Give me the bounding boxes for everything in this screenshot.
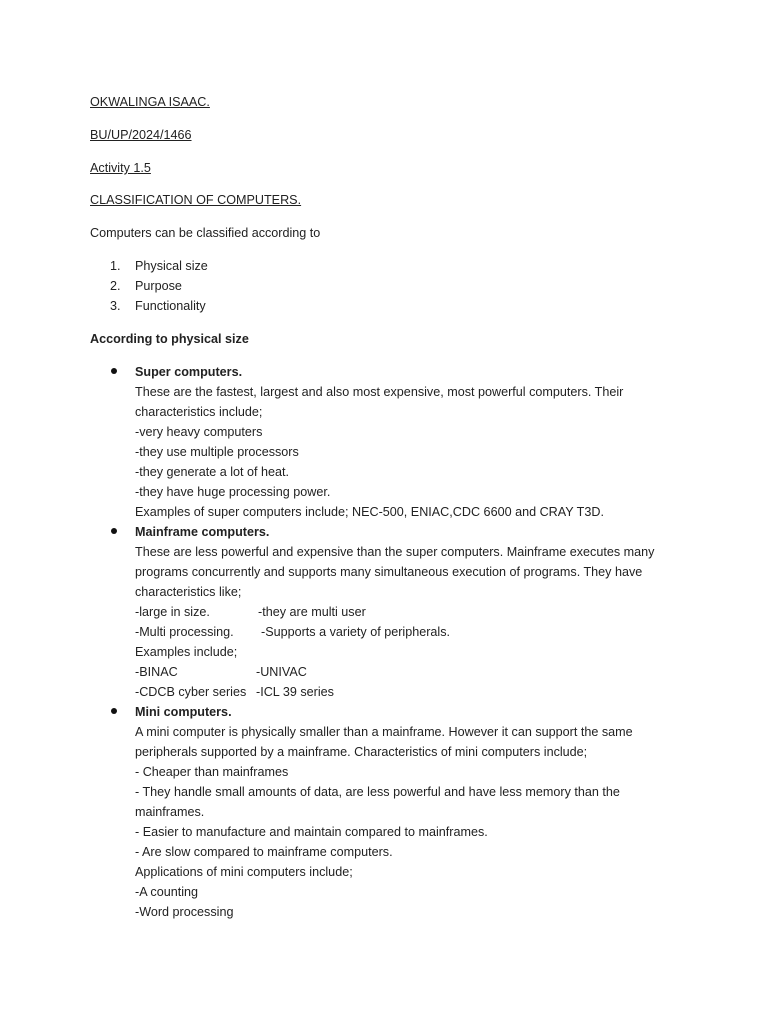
author-name: OKWALINGA ISAAC.: [90, 95, 210, 109]
paragraph-line: characteristics include;: [135, 405, 263, 419]
paragraph-line: - They handle small amounts of data, are less powerful and have less memory than the: [135, 785, 620, 799]
intro-text: Computers can be classified according to: [90, 226, 321, 240]
paragraph-line: mainframes.: [135, 805, 205, 819]
bullet-icon: [111, 528, 117, 534]
paragraph-line: - Easier to manufacture and maintain compared to mainframes.: [135, 825, 488, 839]
mainframe-computers-title: Mainframe computers.: [135, 525, 270, 539]
list-item: Physical size: [135, 259, 208, 273]
example-right: -UNIVAC: [256, 665, 307, 679]
paragraph-line: programs concurrently and supports many simultaneous execution of programs. They have: [135, 565, 643, 579]
paragraph-line: - Cheaper than mainframes: [135, 765, 289, 779]
characteristic-right: -they are multi user: [258, 605, 366, 619]
list-number: 1.: [110, 259, 121, 273]
paragraph-line: - Are slow compared to mainframe computers.: [135, 845, 393, 859]
example-left: -BINAC: [135, 665, 178, 679]
example-right: -ICL 39 series: [256, 685, 334, 699]
examples-label: Examples include;: [135, 645, 238, 659]
list-item: Purpose: [135, 279, 182, 293]
list-number: 2.: [110, 279, 121, 293]
paragraph-line: -they use multiple processors: [135, 445, 299, 459]
characteristic-left: -Multi processing.: [135, 625, 234, 639]
list-item: Functionality: [135, 299, 206, 313]
paragraph-line: A mini computer is physically smaller than a mainframe. However it can support the same: [135, 725, 633, 739]
paragraph-line: These are the fastest, largest and also most expensive, most powerful computers. Their: [135, 385, 624, 399]
super-computers-title: Super computers.: [135, 365, 243, 379]
paragraph-line: Examples of super computers include; NEC-500, ENIAC,CDC 6600 and CRAY T3D.: [135, 505, 604, 519]
bullet-icon: [111, 368, 117, 374]
paragraph-line: -they generate a lot of heat.: [135, 465, 290, 479]
list-number: 3.: [110, 299, 121, 313]
characteristic-left: -large in size.: [135, 605, 210, 619]
paragraph-line: -Word processing: [135, 905, 234, 919]
activity-label: Activity 1.5: [90, 161, 151, 175]
paragraph-line: Applications of mini computers include;: [135, 865, 353, 879]
example-left: -CDCB cyber series: [135, 685, 247, 699]
section-heading: According to physical size: [90, 332, 249, 346]
paragraph-line: peripherals supported by a mainframe. Characteristics of mini computers include;: [135, 745, 588, 759]
bullet-icon: [111, 708, 117, 714]
paragraph-line: -they have huge processing power.: [135, 485, 331, 499]
characteristic-right: -Supports a variety of peripherals.: [261, 625, 450, 639]
document-title: CLASSIFICATION OF COMPUTERS.: [90, 193, 302, 207]
paragraph-line: These are less powerful and expensive than the super computers. Mainframe executes many: [135, 545, 655, 559]
registration-number: BU/UP/2024/1466: [90, 128, 192, 142]
paragraph-line: -very heavy computers: [135, 425, 263, 439]
paragraph-line: -A counting: [135, 885, 199, 899]
paragraph-line: characteristics like;: [135, 585, 242, 599]
mini-computers-title: Mini computers.: [135, 705, 232, 719]
